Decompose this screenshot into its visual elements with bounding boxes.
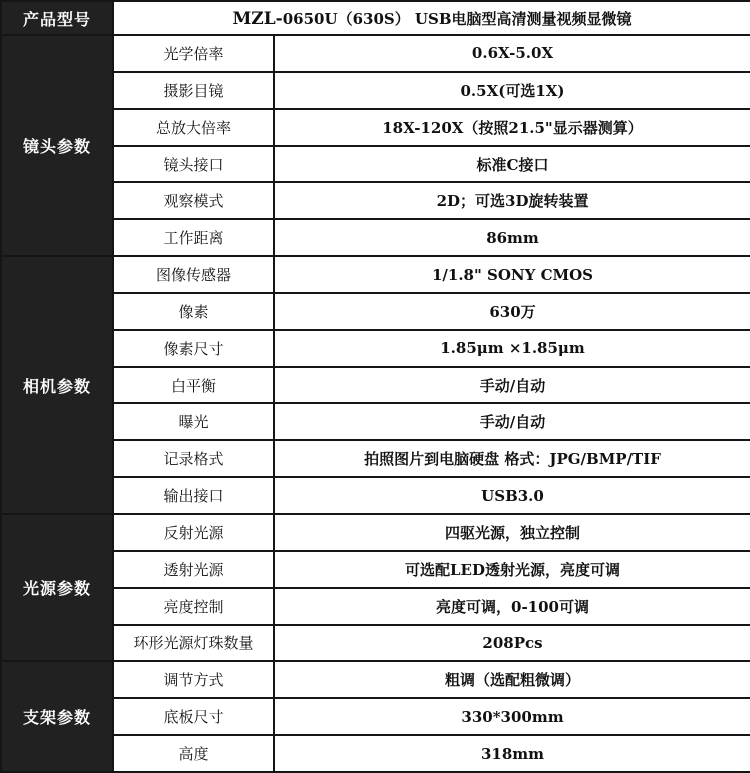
spec-row [1,72,750,109]
spec-label: 白平衡 [113,367,274,404]
spec-table-body [1,1,750,772]
spec-value: 1/1.8" SONY CMOS [274,256,750,293]
spec-value: 18X-120X（按照21.5"显示器测算） [274,109,750,146]
spec-label: 观察模式 [113,182,274,219]
spec-label: 反射光源 [113,514,274,551]
spec-label: 记录格式 [113,440,274,477]
product-title-text: 0650U（630S） USB电脑型高清测量视频显微镜 [282,9,632,28]
spec-value: 330*300mm [274,698,750,735]
spec-value: 1.85μm ×1.85μm [274,330,750,367]
spec-value: 粗调（选配粗微调） [274,661,750,698]
spec-row [1,661,750,698]
spec-row [1,735,750,772]
spec-row [1,551,750,588]
spec-row [1,109,750,146]
spec-value: 86mm [274,219,750,256]
spec-label: 曝光 [113,403,274,440]
spec-row [1,367,750,404]
spec-value: 手动/自动 [274,367,750,404]
spec-value: 拍照图片到电脑硬盘 格式：JPG/BMP/TIF [274,440,750,477]
spec-row [1,330,750,367]
product-title [113,1,750,35]
spec-label: 光学倍率 [113,35,274,72]
spec-row [1,219,750,256]
spec-row [1,146,750,183]
spec-value: 手动/自动 [274,403,750,440]
spec-value: USB3.0 [274,477,750,514]
spec-label: 像素尺寸 [113,330,274,367]
spec-label: 总放大倍率 [113,109,274,146]
title-row [1,1,750,35]
spec-row [1,256,750,293]
group-label: 镜头参数 [1,35,113,256]
spec-label: 亮度控制 [113,588,274,625]
spec-label: 摄影目镜 [113,72,274,109]
spec-value: 2D；可选3D旋转装置 [274,182,750,219]
spec-row [1,698,750,735]
spec-row [1,440,750,477]
spec-label: 输出接口 [113,477,274,514]
spec-row [1,182,750,219]
spec-row [1,514,750,551]
spec-value: 标准C接口 [274,146,750,183]
spec-row [1,477,750,514]
group-label: 支架参数 [1,661,113,772]
group-label: 相机参数 [1,256,113,514]
spec-label: 像素 [113,293,274,330]
spec-row [1,625,750,662]
spec-label: 图像传感器 [113,256,274,293]
product-model: MZL- [232,8,283,29]
spec-value: 630万 [274,293,750,330]
spec-value: 0.5X(可选1X) [274,72,750,109]
spec-row [1,35,750,72]
spec-row [1,403,750,440]
spec-value: 318mm [274,735,750,772]
spec-value: 亮度可调，0-100可调 [274,588,750,625]
spec-value: 可选配LED透射光源，亮度可调 [274,551,750,588]
spec-row [1,293,750,330]
spec-label: 调节方式 [113,661,274,698]
spec-label: 底板尺寸 [113,698,274,735]
group-label: 光源参数 [1,514,113,661]
spec-label: 镜头接口 [113,146,274,183]
spec-row [1,588,750,625]
spec-label: 环形光源灯珠数量 [113,625,274,662]
header-label: 产品型号 [1,1,113,35]
spec-value: 四驱光源，独立控制 [274,514,750,551]
spec-label: 工作距离 [113,219,274,256]
spec-value: 0.6X-5.0X [274,35,750,72]
spec-label: 高度 [113,735,274,772]
spec-value: 208Pcs [274,625,750,662]
spec-label: 透射光源 [113,551,274,588]
